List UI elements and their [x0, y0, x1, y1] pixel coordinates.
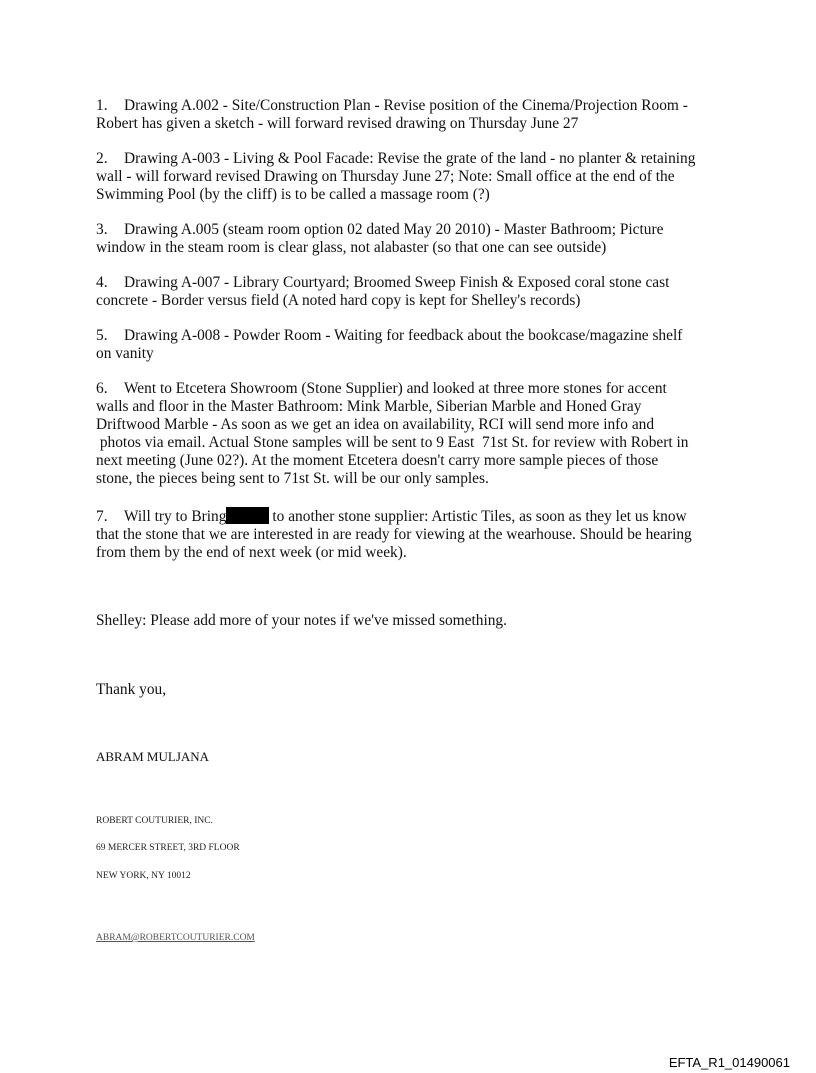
note-item-3: [96, 221, 726, 257]
note-item-text: window in the steam room is clear glass, not alabaster (so that one can see outside): [96, 239, 607, 256]
note-item-text: to another stone supplier: Artistic Tiles, as soon as they let us know: [272, 508, 687, 525]
note-item-text: stone, the pieces being sent to 71st St. will be our only samples.: [96, 470, 489, 487]
note-item-text: walls and floor in the Master Bathroom: Mink Marble, Siberian Marble and Honed Gray: [96, 398, 642, 415]
note-item-number: 1.: [96, 97, 108, 114]
note-item-1-line-1: [96, 97, 726, 115]
note-item-3-line-1: [96, 221, 726, 239]
note-item-text: Driftwood Marble - As soon as we get an idea on availability, RCI will send more info and: [96, 416, 655, 433]
note-item-number: 7.: [96, 508, 108, 525]
note-item-2: [96, 150, 726, 204]
note-item-text: Drawing A.002 - Site/Construction Plan - Revise position of the Cinema/Projection Room -: [124, 97, 688, 114]
bates-number: EFTA_R1_01490061: [668, 1055, 790, 1070]
note-item-number: 6.: [96, 380, 108, 397]
note-item-text: from them by the end of next week (or mid week).: [96, 544, 407, 561]
note-item-text: that the stone that we are interested in are ready for viewing at the wearhouse. Should be hearing: [96, 526, 692, 543]
note-item-7-line-1: [96, 507, 726, 526]
signature-address-line-1: 69 MERCER STREET, 3RD FLOOR: [96, 843, 240, 853]
signature-address-line-2: NEW YORK, NY 10012: [96, 871, 191, 881]
note-item-text: concrete - Border versus field (A noted hard copy is kept for Shelley's records): [96, 292, 581, 309]
note-item-text: Swimming Pool (by the cliff) is to be called a massage room (?): [96, 186, 490, 203]
note-item-text: next meeting (June 02?). At the moment Etcetera doesn't carry more sample pieces of those: [96, 452, 659, 469]
note-item-text: Robert has given a sketch - will forward revised drawing on Thursday June 27: [96, 115, 579, 132]
note-item-text: Drawing A.005 (steam room option 02 dated May 20 2010) - Master Bathroom; Picture: [124, 221, 664, 238]
note-item-number: 3.: [96, 221, 108, 238]
note-item-5-line-1: [96, 327, 726, 345]
note-item-1: [96, 97, 726, 133]
signature-company: ROBERT COUTURIER, INC.: [96, 816, 213, 826]
note-item-number: 2.: [96, 150, 108, 167]
note-item-4: [96, 274, 726, 310]
note-item-number: 4.: [96, 274, 108, 291]
signature-name: ABRAM MULJANA: [96, 749, 210, 764]
note-item-text: Will try to Bring: [124, 508, 227, 525]
note-item-6-line-1: [96, 380, 726, 398]
note-item-6: [96, 380, 726, 488]
closing-note: Shelley: Please add more of your notes if we've missed something.: [96, 612, 507, 629]
note-item-2-line-1: [96, 150, 726, 168]
note-item-7: [96, 507, 726, 562]
note-item-text: photos via email. Actual Stone samples will be sent to 9 East 71st St. for review with Robert in: [96, 434, 689, 451]
note-item-text: Drawing A-003 - Living & Pool Facade: Revise the grate of the land - no planter & retaining: [124, 150, 696, 167]
signature-email[interactable]: ABRAM@ROBERTCOUTURIER.COM: [96, 933, 255, 943]
note-item-text: on vanity: [96, 345, 154, 362]
note-item-4-line-1: [96, 274, 726, 292]
sign-off: Thank you,: [96, 681, 167, 698]
note-item-text: Drawing A-008 - Powder Room - Waiting for feedback about the bookcase/magazine shelf: [124, 327, 683, 344]
note-item-5: [96, 327, 726, 363]
note-item-number: 5.: [96, 327, 108, 344]
signature-email-link[interactable]: [96, 932, 255, 944]
redaction-box: [226, 507, 269, 524]
note-item-text: Went to Etcetera Showroom (Stone Supplier) and looked at three more stones for accent: [124, 380, 667, 397]
note-item-text: Drawing A-007 - Library Courtyard; Broomed Sweep Finish & Exposed coral stone cast: [124, 274, 670, 291]
note-item-text: wall - will forward revised Drawing on Thursday June 27; Note: Small office at the end of the: [96, 168, 675, 185]
